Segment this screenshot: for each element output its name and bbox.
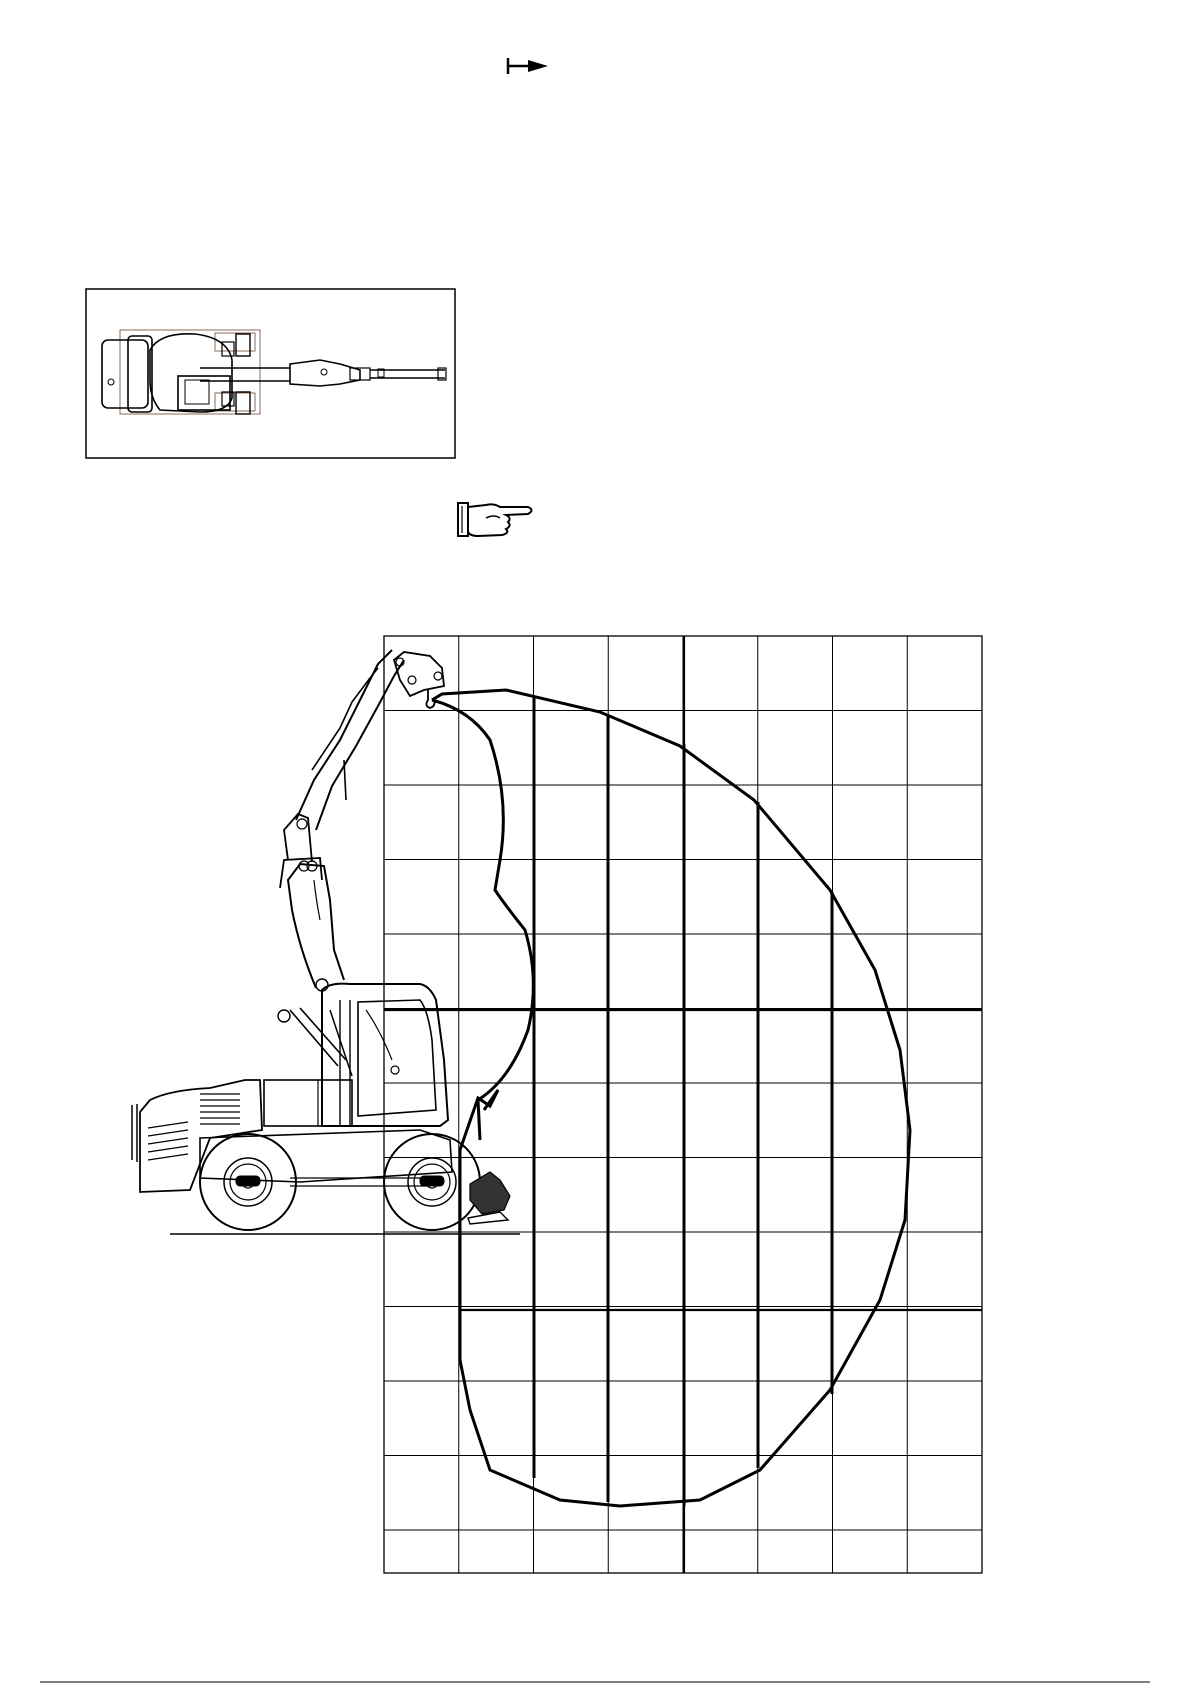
reach-envelope bbox=[432, 690, 910, 1506]
pointing-hand-icon bbox=[458, 503, 532, 536]
top-view-figure bbox=[86, 289, 455, 458]
front-wheel bbox=[384, 1134, 480, 1230]
top-view-frame bbox=[86, 289, 455, 458]
dimension-arrow-icon bbox=[508, 58, 548, 74]
